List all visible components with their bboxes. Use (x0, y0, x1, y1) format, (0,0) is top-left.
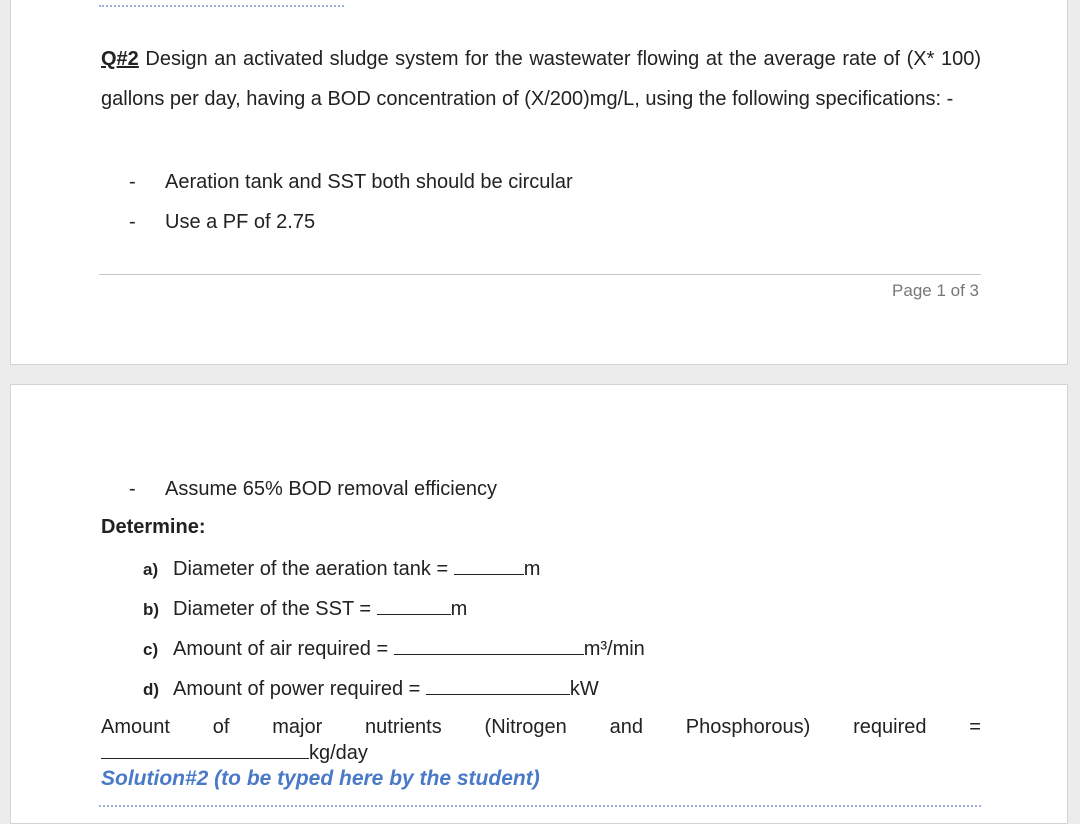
footer-rule (99, 274, 981, 275)
item-letter: c) (143, 640, 159, 659)
question-item-b (143, 596, 467, 621)
item-letter: b) (143, 600, 160, 619)
question-item-d (143, 676, 599, 701)
nutrients-word: and (609, 716, 643, 738)
bullet-text: Assume 65% BOD removal efficiency (165, 478, 497, 500)
nutrients-word: Amount (101, 716, 170, 738)
item-text: Amount of power required = (173, 678, 426, 700)
question-label: Q#2 (101, 48, 139, 70)
question-item-a (143, 556, 540, 581)
answer-blank[interactable] (101, 740, 309, 759)
item-text: Diameter of the aeration tank = (173, 558, 454, 580)
answer-blank[interactable] (426, 676, 570, 695)
nutrients-word: of (212, 716, 230, 738)
nutrients-word: nutrients (365, 716, 442, 738)
nutrients-word: = (969, 716, 981, 738)
solution-label: Solution#2 (to be typed here by the student) (101, 767, 540, 790)
item-text: Amount of air required = (173, 638, 394, 660)
item-unit: m (450, 598, 468, 620)
dotted-separator (99, 5, 344, 7)
bullet-dash: - (129, 171, 136, 193)
nutrients-unit: kg/day (309, 742, 368, 764)
answer-blank[interactable] (454, 556, 524, 575)
item-unit: m (523, 558, 541, 580)
nutrients-word: major (272, 716, 323, 738)
item-text: Diameter of the SST = (173, 598, 377, 620)
document-page-1 (10, 0, 1068, 365)
bullet-item (129, 170, 573, 194)
page-number: Page 1 of 3 (892, 281, 979, 300)
item-unit: m³/min (583, 638, 645, 660)
nutrients-word: required (853, 716, 927, 738)
answer-blank[interactable] (377, 596, 451, 615)
answer-blank[interactable] (394, 636, 584, 655)
bullet-dash: - (129, 478, 136, 500)
item-letter: d) (143, 680, 160, 699)
nutrients-question (101, 716, 981, 739)
determine-heading: Determine: (101, 516, 206, 538)
bullet-item (129, 210, 315, 234)
nutrients-word: (Nitrogen (484, 716, 567, 738)
item-unit: kW (569, 678, 599, 700)
bullet-text: Aeration tank and SST both should be circular (165, 171, 573, 193)
bullet-dash: - (129, 211, 136, 233)
item-letter: a) (143, 560, 159, 579)
dotted-separator (99, 805, 981, 807)
bullet-text: Use a PF of 2.75 (165, 211, 316, 233)
nutrients-word: Phosphorous) (685, 716, 811, 738)
question-text: Design an activated sludge system for the wastewater flowing at the average rate of (X* 100) gallons per day, having a BOD concentration of (X/200)mg/L, using the following specifications: - (101, 48, 981, 110)
document-page-2 (10, 384, 1068, 824)
nutrients-answer-line (101, 740, 368, 765)
question-paragraph (101, 39, 981, 119)
bullet-item (129, 477, 497, 501)
question-item-c (143, 636, 645, 661)
